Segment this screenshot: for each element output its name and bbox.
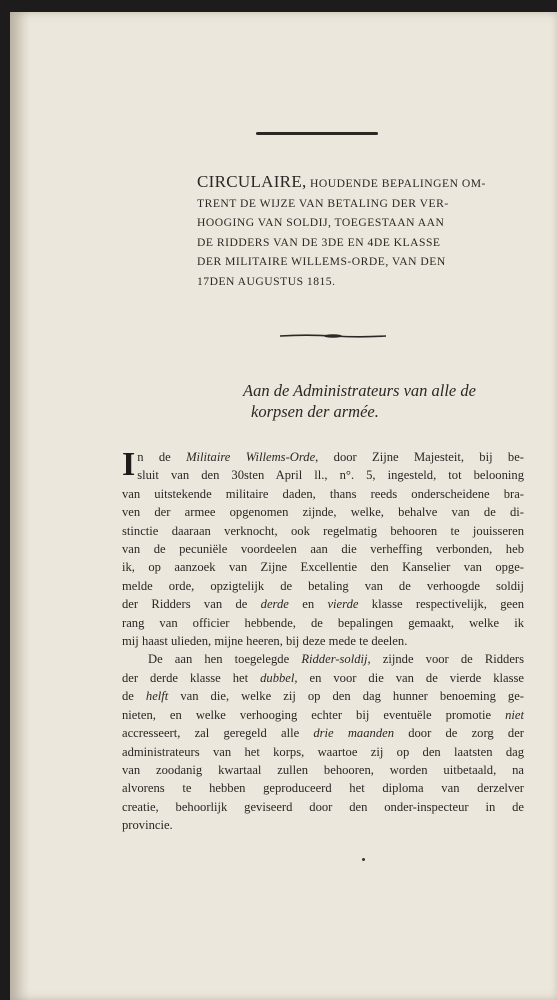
text-line: van de pecuniële voordeelen aan die verheffing verbonden, heb [122,542,524,557]
title-line-6: 17DEN AUGUSTUS 1815. [197,274,336,288]
gutter-shadow [10,12,30,1000]
circular-title [197,172,532,291]
title-lead: CIRCULAIRE, [197,172,307,191]
text-line: alvorens te hebben geproduceerd het diploma van derzelver [122,781,524,796]
title-line-1: CIRCULAIRE, HOUDENDE BEPALINGEN OM- [197,172,486,191]
text-line: van uitstekende militaire daden, thans reeds onderscheidene bra- [122,486,524,501]
top-rule [256,132,378,135]
title-line-4: DE RIDDERS VAN DE 3DE EN 4DE KLASSE [197,235,441,249]
drop-cap: I [122,446,136,483]
document-page [10,12,557,1000]
text-line: nieten, en welke verhooging echter bij eventuële promotie niet [122,707,524,722]
paragraph-2 [122,650,524,834]
text-line: accresseert, zal geregeld alle drie maanden door de zorg der [122,726,524,741]
text-line: der Ridders van de derde en vierde klasse respectivelijk, geen [122,597,524,612]
text-line: ik, op aanzoek van Zijne Excellentie den Kanselier van opge- [122,560,524,575]
title-line-2: TRENT DE WIJZE VAN BETALING DER VER- [197,196,449,210]
text-line: rang van officier hebbende, de bepalingen gemaakt, welke ik [122,615,524,630]
text-line: provincie. [122,818,173,833]
addressee [243,380,533,422]
text-line: stinctie daaraan verknocht, ook regelmatig behooren te jouisseren [122,523,524,538]
text-line: sluit van den 30sten April ll., n°. 5, ingesteld, tot belooning [137,468,524,483]
text-line: n de Militaire Willems-Orde, door Zijne Majesteit, bij be- [137,450,524,464]
text-line: melde orde, opzigtelijk de betaling van de verhoogde soldij [122,578,524,593]
body-text [122,448,524,835]
title-line-3: HOOGING VAN SOLDIJ, TOEGESTAAN AAN [197,216,445,229]
paragraph-1 [122,448,524,650]
addressee-line-1: Aan de Administrateurs van alle de [243,381,476,400]
ink-speck [362,858,365,861]
text-line: administrateurs van het korps, waartoe zij op den laatsten dag [122,744,524,759]
text-line: creatie, behoorlijk geviseerd door den onder-inspecteur in de [122,799,524,814]
text-line: van zoodanig kwartaal zullen behooren, worden uitbetaald, na [122,762,524,777]
text-line: De aan hen toegelegde Ridder-soldij, zijnde voor de Ridders [148,652,525,667]
text-line: der derde klasse het dubbel, en voor die van de vierde klasse [122,670,524,685]
ornamental-rule [280,334,386,338]
title-line-5: DER MILITAIRE WILLEMS-ORDE, VAN DEN [197,255,446,268]
addressee-line-2: korpsen der armée. [251,402,379,421]
text-line: ven der armee opgenomen zijnde, welke, behalve van de di- [122,505,524,520]
text-line: de helft van die, welke zij op den dag hunner benoeming ge- [122,689,524,704]
text-line: mij haast ulieden, mijne heeren, bij deze mede te deelen. [122,634,408,649]
